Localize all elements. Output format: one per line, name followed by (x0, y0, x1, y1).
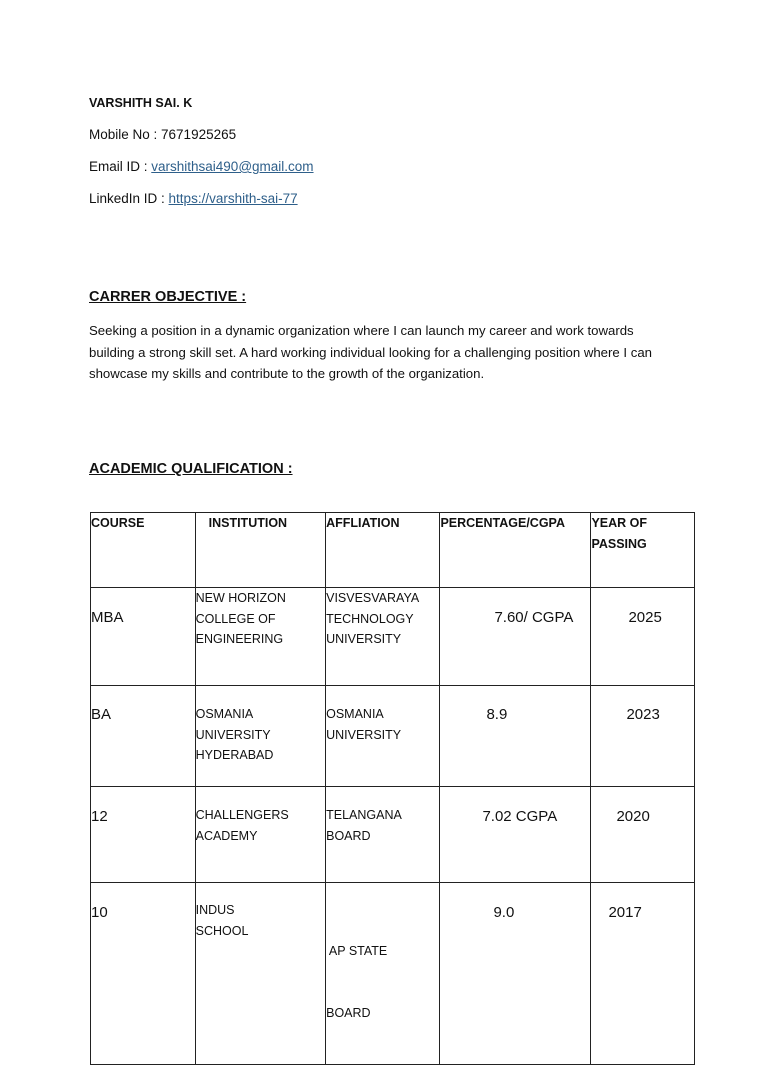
course-cell: 10 (91, 883, 196, 1065)
email-label: Email ID : (89, 159, 152, 174)
header-percentage: PERCENTAGE/CGPA (440, 513, 591, 588)
affiliation-cell (326, 686, 440, 787)
year-cell: 2017 (591, 883, 695, 1065)
affiliation-cell (326, 588, 440, 686)
institution-line: SCHOOL (195, 923, 249, 938)
email-line (89, 159, 314, 175)
institution-line: OSMANIA (195, 707, 254, 721)
year-cell: 2025 (591, 588, 695, 686)
affiliation-line: TELANGANA (326, 808, 402, 822)
affiliation-cell (326, 883, 440, 1065)
affiliation-cell (326, 787, 440, 883)
affiliation-line: BOARD (326, 1005, 371, 1020)
year-cell: 2020 (591, 787, 695, 883)
header-institution: INSTITUTION (195, 513, 326, 588)
institution-line: COLLEGE OF (195, 611, 276, 626)
score-cell: 9.0 (440, 883, 591, 1065)
institution-line: NEW HORIZON (195, 591, 286, 605)
affiliation-line: TECHNOLOGY (326, 611, 414, 626)
score-cell: 8.9 (440, 686, 591, 787)
course-cell: 12 (91, 787, 196, 883)
course-cell: MBA (91, 588, 196, 686)
institution-line: UNIVERSITY (195, 727, 271, 742)
header-affiliation: AFFLIATION (326, 513, 440, 588)
mobile-number: 7671925265 (161, 127, 237, 142)
affiliation-line: OSMANIA (326, 707, 384, 721)
linkedin-label: LinkedIn ID : (89, 191, 169, 206)
table-row (91, 883, 695, 1065)
academic-table (90, 512, 695, 1065)
objective-heading: CARRER OBJECTIVE : (89, 289, 247, 305)
email-link[interactable]: varshithsai490@gmail.com (151, 159, 314, 174)
table-header-row (91, 513, 695, 588)
affiliation-line: VISVESVARAYA (326, 591, 420, 605)
institution-line: INDUS (195, 903, 235, 917)
table-row (91, 787, 695, 883)
candidate-name: VARSHITH SAI. K (89, 96, 193, 110)
header-year: YEAR OF PASSING (591, 513, 695, 588)
table-row (91, 686, 695, 787)
linkedin-line (89, 191, 298, 207)
institution-cell (195, 883, 326, 1065)
year-cell: 2023 (591, 686, 695, 787)
institution-cell (195, 588, 326, 686)
institution-line: ACADEMY (195, 828, 258, 843)
affiliation-line: UNIVERSITY (326, 727, 402, 742)
mobile-label: Mobile No : (89, 127, 162, 142)
academic-heading: ACADEMIC QUALIFICATION : (89, 461, 293, 477)
mobile-line (89, 127, 236, 143)
affiliation-line: BOARD (326, 828, 371, 843)
affiliation-line: UNIVERSITY (326, 632, 402, 646)
institution-line: ENGINEERING (195, 632, 284, 646)
institution-line: CHALLENGERS (195, 808, 289, 822)
institution-cell (195, 787, 326, 883)
objective-text: Seeking a position in a dynamic organization where I can launch my career and work towards building a strong skill set. A hard working individual looking for a challenging position where I can showcase my skills and contribute to the growth of the organization. (89, 323, 652, 381)
affiliation-line: AP STATE (326, 944, 388, 958)
score-cell: 7.60/ CGPA (440, 588, 591, 686)
table-row (91, 588, 695, 686)
course-cell: BA (91, 686, 196, 787)
institution-cell (195, 686, 326, 787)
score-cell: 7.02 CGPA (440, 787, 591, 883)
header-course: COURSE (91, 513, 196, 588)
institution-line: HYDERABAD (195, 748, 274, 762)
linkedin-link[interactable]: https://varshith-sai-77 (168, 191, 298, 206)
